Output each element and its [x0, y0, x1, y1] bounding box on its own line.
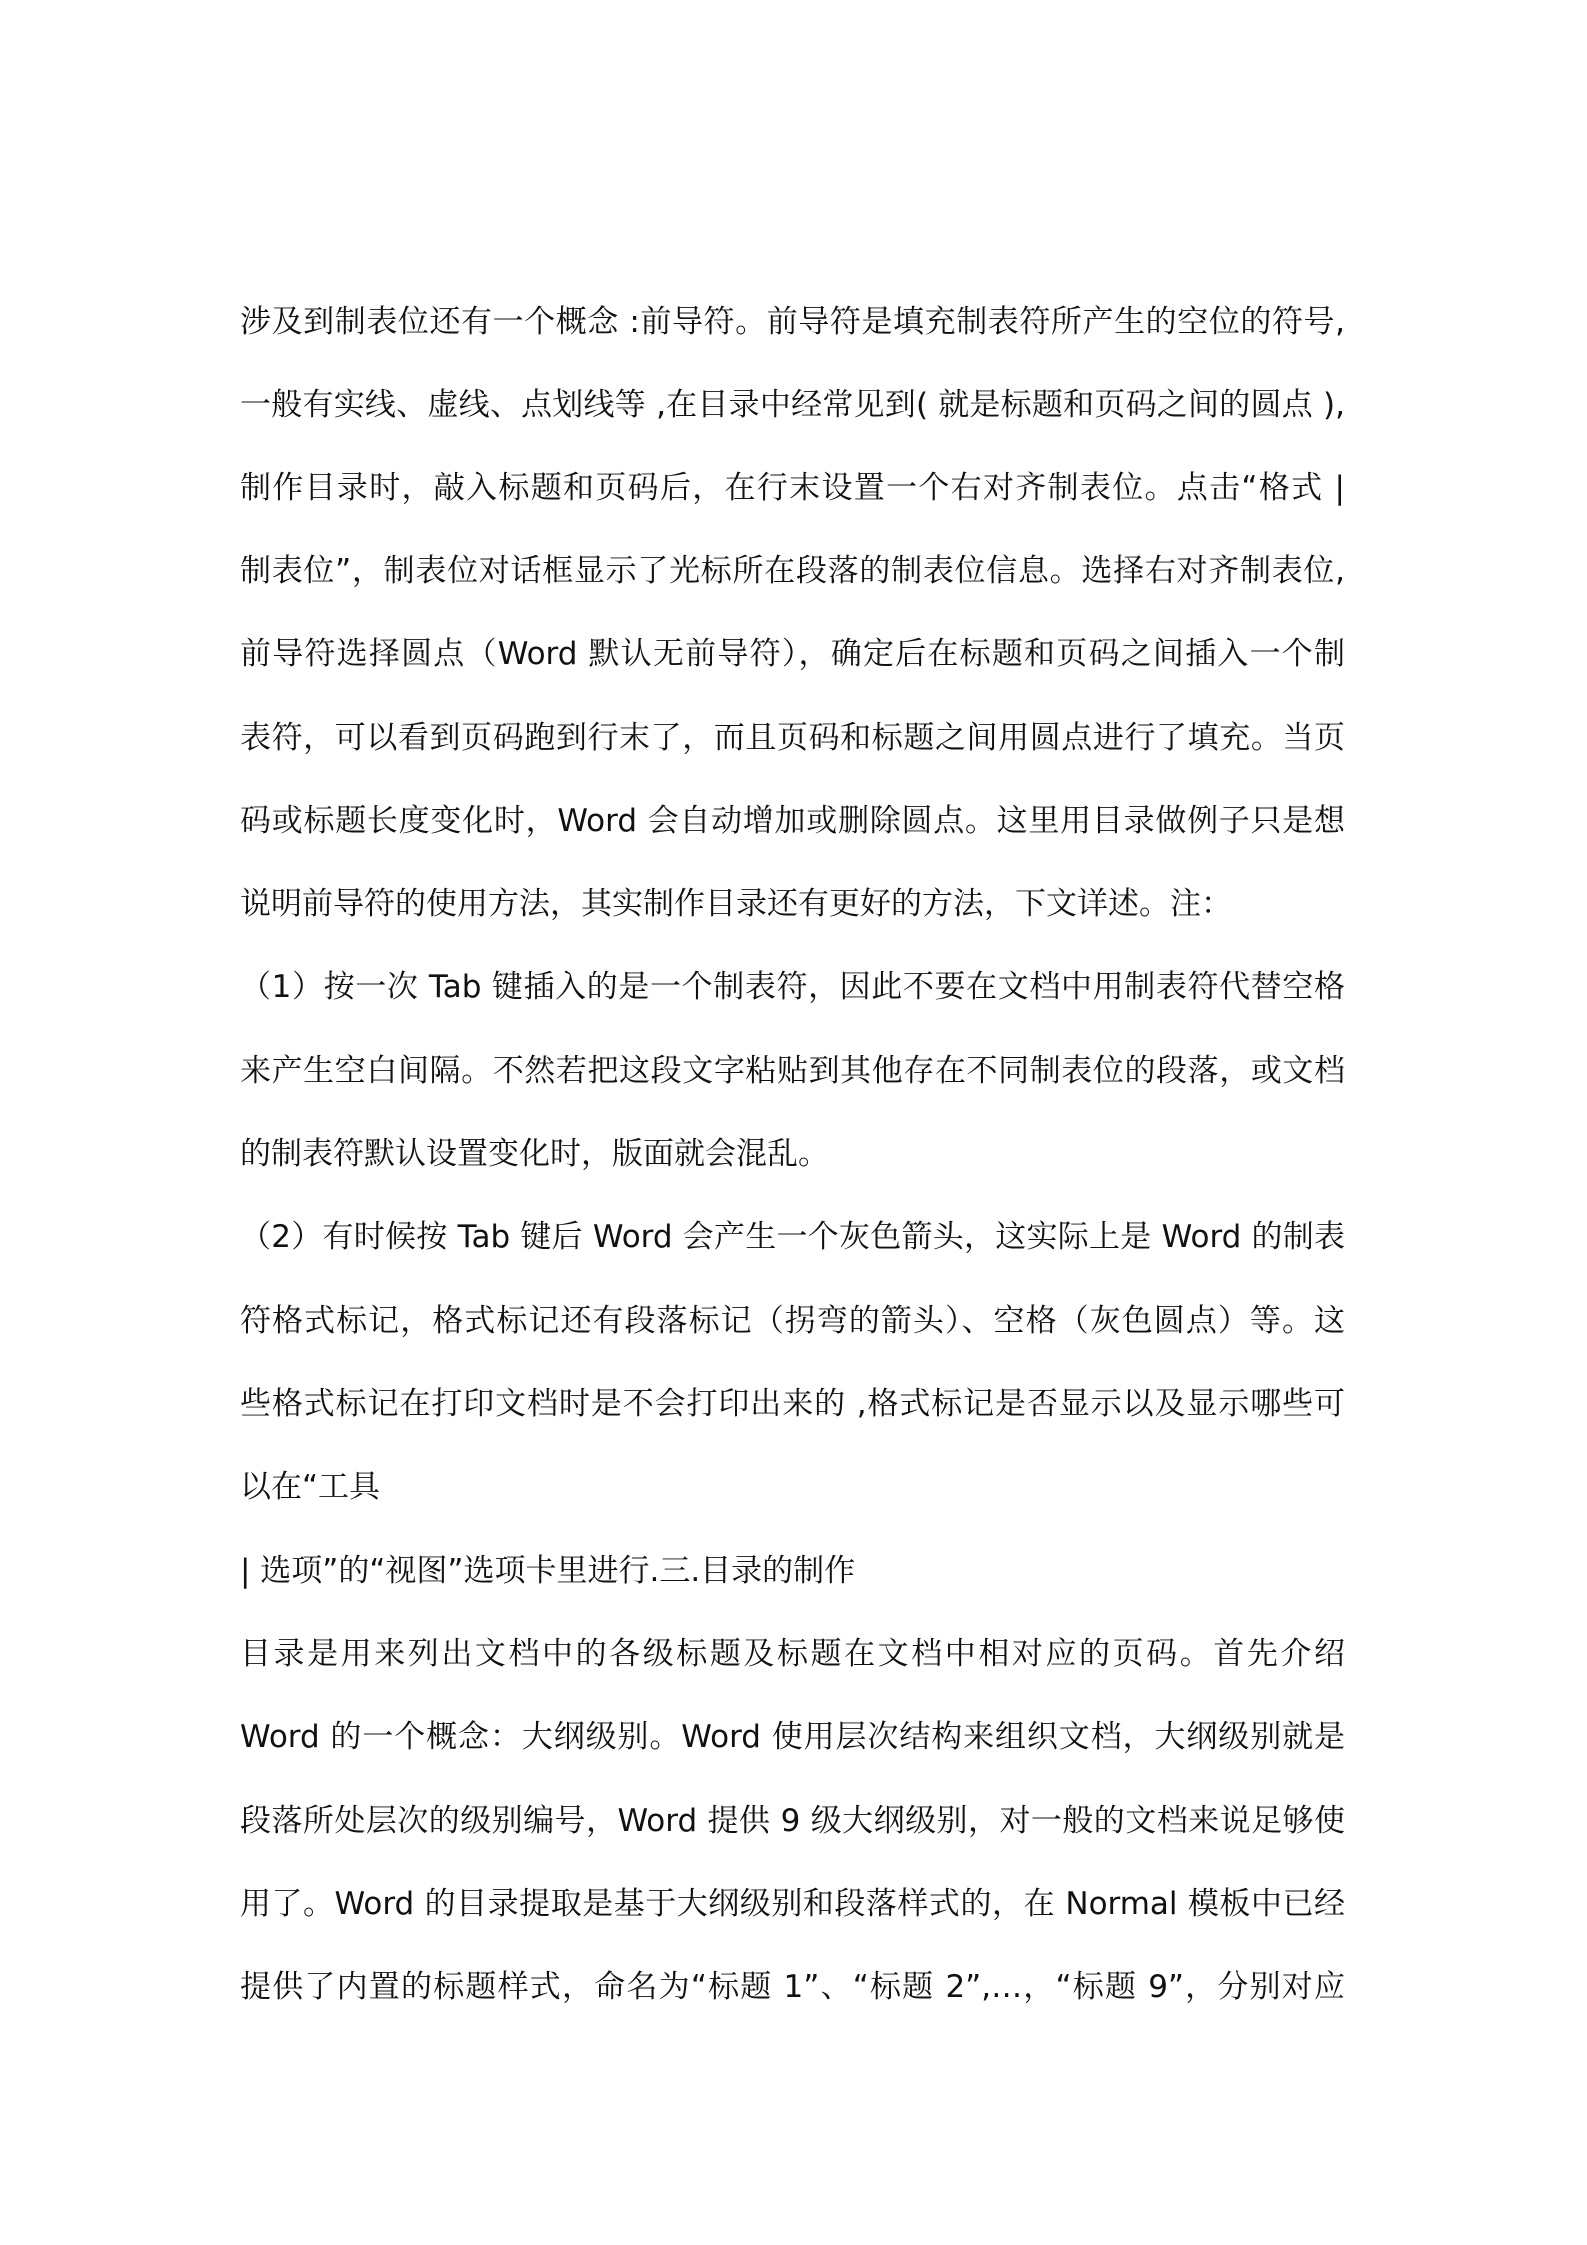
text-line: 用了。Word 的目录提取是基于大纲级别和段落样式的，在 Normal 模板中已经	[240, 1886, 1345, 1922]
text-line: 的制表符默认设置变化时，版面就会混乱。	[240, 1136, 829, 1172]
text-line: （1）按一次 Tab 键插入的是一个制表符，因此不要在文档中用制表符代替空格	[240, 969, 1345, 1005]
text-line: 目录是用来列出文档中的各级标题及标题在文档中相对应的页码。首先介绍	[240, 1636, 1345, 1672]
text-line: （2）有时候按 Tab 键后 Word 会产生一个灰色箭头，这实际上是 Word 的制表	[240, 1219, 1345, 1255]
text-line: 制表位”，制表位对话框显示了光标所在段落的制表位信息。选择右对齐制表位,	[240, 553, 1345, 589]
text-line: 一般有实线、虚线、点划线等 ,在目录中经常见到( 就是标题和页码之间的圆点 ),	[240, 387, 1345, 423]
text-line: 说明前导符的使用方法，其实制作目录还有更好的方法，下文详述。注：	[240, 886, 1232, 922]
text-line: | 选项”的“视图”选项卡里进行.三.目录的制作	[240, 1553, 856, 1589]
text-line: 些格式标记在打印文档时是不会打印出来的 ,格式标记是否显示以及显示哪些可	[240, 1386, 1345, 1422]
text-line: 以在“工具	[240, 1469, 381, 1505]
text-line: Word 的一个概念：大纲级别。Word 使用层次结构来组织文档，大纲级别就是	[240, 1719, 1345, 1755]
text-line: 表符，可以看到页码跑到行末了，而且页码和标题之间用圆点进行了填充。当页	[240, 720, 1345, 756]
text-line: 提供了内置的标题样式，命名为“标题 1”、“标题 2”,…，“标题 9”，分别对应	[240, 1969, 1345, 2005]
text-line: 段落所处层次的级别编号，Word 提供 9 级大纲级别，对一般的文档来说足够使	[240, 1803, 1345, 1839]
text-line: 制作目录时，敲入标题和页码后，在行末设置一个右对齐制表位。点击“格式 |	[240, 470, 1345, 506]
text-line: 来产生空白间隔。不然若把这段文字粘贴到其他存在不同制表位的段落，或文档	[240, 1053, 1345, 1089]
text-line: 码或标题长度变化时，Word 会自动增加或删除圆点。这里用目录做例子只是想	[240, 803, 1345, 839]
text-line: 涉及到制表位还有一个概念 :前导符。前导符是填充制表符所产生的空位的符号,	[240, 304, 1345, 340]
text-line: 前导符选择圆点（Word 默认无前导符），确定后在标题和页码之间插入一个制	[240, 636, 1345, 672]
text-line: 符格式标记，格式标记还有段落标记（拐弯的箭头）、空格（灰色圆点）等。这	[240, 1303, 1345, 1339]
